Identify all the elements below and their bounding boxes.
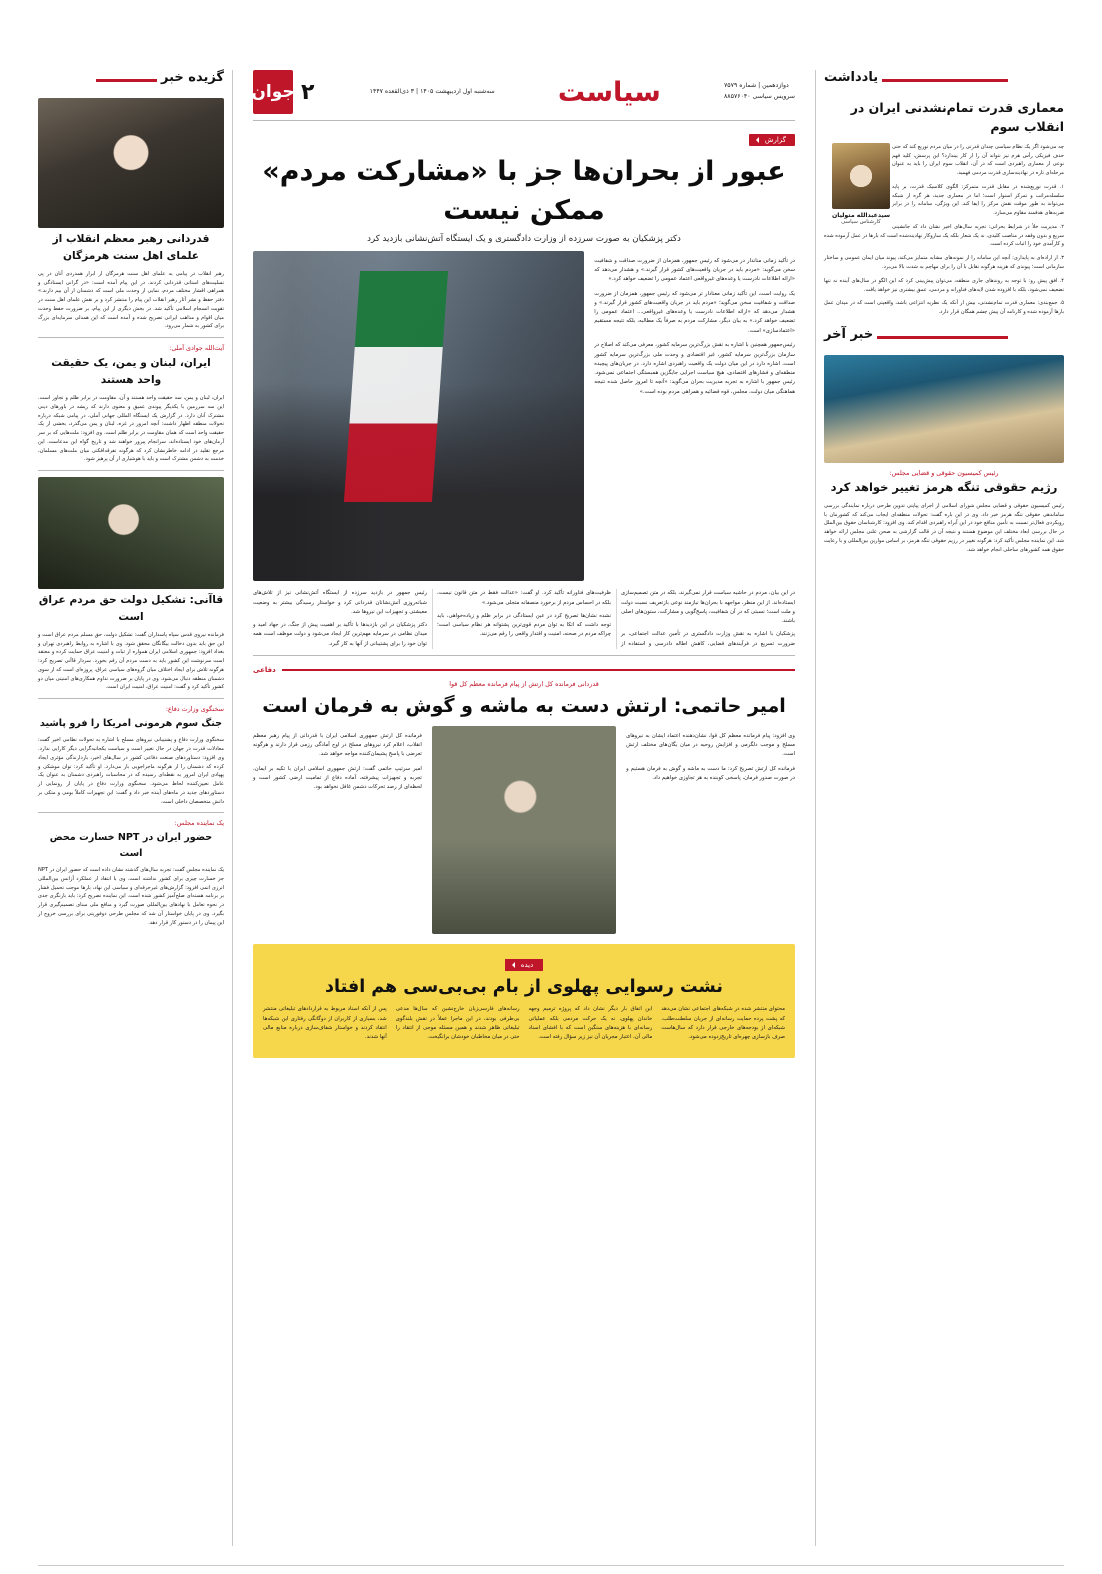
main-subhead: دکتر پزشکیان به صورت سرزده از وزارت دادگستری و یک ایستگاه آتش‌نشانی بازدید کرد — [367, 234, 681, 245]
paragraph: در این بیان، مردم در حاشیه سیاست قرار نمی‌گیرند، بلکه در متن تصمیم‌سازی ایستاده‌اند. از این منظر، مواجهه با بحران‌ها نیازمند نوعی بازتعریف نسبت دولت و ملت است؛ نسبتی که در آن شفافیت، پاسخ‌گویی و مشارکت، ستون‌های اصلی باشند. — [621, 590, 795, 625]
opinion-section-label: یادداشت — [824, 70, 882, 85]
publication-logo: جوان — [253, 70, 293, 114]
author-role: کارشناس سیاسی — [841, 218, 881, 225]
paragraph: محتوای منتشر شده در شبکه‌های اجتماعی نشان می‌دهد که پشت پرده حمایت رسانه‌ای از جریان سلطنت‌طلب، شبکه‌ای از بودجه‌های خارجی قرار دارد که سال‌هاست صرف بازسازی چهره‌ای تاریخ‌زدوده می‌شود. — [661, 1006, 785, 1041]
red-rule — [282, 669, 795, 671]
opinion-section-header — [824, 70, 1064, 92]
news-body: رئیس کمیسیون حقوقی و قضایی مجلس شورای اسلامی از اجرای پیایتی تدوین طرحی درباره نمایندگی بررسی ساماندهی حقوقی تنگه هرمز خبر داد. وی در این باره گفت: تحولات منطقه‌ای ایجاب می‌کند که کشورمان با رویکردی فعال‌تر نسبت به تأمین منافع خود در این آبراه راهبردی اقدام کند. وی افزود: کارشناسان حقوق بین‌الملل در حال بررسی ابعاد مختلف این موضوع هستند و نتیجه آن در قالب گزارشی به صحن علنی مجلس ارائه خواهد شد. این نماینده مجلس تأکید کرد: هرگونه تغییر در رژیم حقوقی تنگه هرمز، بر اساس موازین بین‌المللی و با رعایت حقوق همه کشورهای ساحلی انجام خواهد شد. — [824, 502, 1064, 553]
paragraph: پزشکیان با اشاره به نقش وزارت دادگستری در تأمین عدالت اجتماعی، بر ضرورت تسریع در فرآیندهای قضایی، کاهش اطاله دادرسی و استفاده از ظرفیت‌های فناورانه تأکید کرد. او گفت: «عدالت فقط در متن قانون نیست، بلکه در احساس مردم از برخورد منصفانه متجلی می‌شود.» — [437, 590, 795, 647]
paragraph: وی افزود: پیام فرمانده معظم کل قوا، نشان‌دهنده اعتماد ایشان به نیروهای مسلح و موجب دلگرمی و افزایش روحیه در میان یگان‌های مختلف ارتش است. — [626, 732, 795, 758]
highlight-box-body — [263, 1005, 785, 1046]
masthead — [253, 70, 795, 114]
paragraph: چه می‌شود اگر یک نظام سیاسی چندان قدرتی را در میان مردم توزیع کند که حتی حذف فیزیکی رأس هرم نیز نتواند آن را از کار بیندازد؟ این پرسش، کلید فهم نوعی از معماری راهبردی است که در آن، انقلاب سوم ایران را باید به عنوان مرحله‌ای تازه در نهادینه‌سازی قدرت مردمی فهمید. — [892, 143, 1064, 176]
paragraph: فرمانده کل ارتش تصریح کرد: ما دست به ماشه و گوش به فرمان هستیم و در صورت صدور فرمان، پاسخی کوبنده به هر تجاوزی خواهیم داد. — [626, 765, 795, 782]
main-content — [241, 70, 807, 1546]
divider — [253, 655, 795, 656]
author-name: سیدعبدالله متولیان — [831, 211, 891, 219]
paragraph: پس از آنکه اسناد مربوط به قراردادهای تبلیغاتی منتشر شد، بسیاری از کاربران از دوگانگی رفتاری این شبکه‌ها انتقاد کردند و خواستار شفاف‌سازی درباره منابع مالی آنها شدند. — [263, 1006, 387, 1041]
sidebar-item-title[interactable]: حضور ایران در NPT خسارت محض است — [49, 832, 213, 859]
highlight-box-tag: دیده — [505, 959, 543, 971]
main-lead-column — [594, 251, 795, 581]
column-divider — [232, 70, 233, 1546]
sidebar-item-body: سخنگوی وزارت دفاع و پشتیبانی نیروهای مسلح با اشاره به تحولات نظامی اخیر گفت: معادلات قدرت در جهان در حال تغییر است و سیاست یکجانبه‌گرایی دیگر کارایی ندارد. وی افزود: دستاوردهای صنعت دفاعی کشور در سال‌های اخیر، بازدارندگی مؤثری ایجاد کرده که دشمنان را از هرگونه ماجراجویی باز می‌دارد. او تأکید کرد: توان موشکی و پهپادی ایران امروز به نقطه‌ای رسیده که در محاسبات راهبردی دشمنان به عنوان یک عامل تعیین‌کننده لحاظ می‌شود. سخنگوی وزارت دفاع در پایان از رونمایی از دستاوردهای جدید در ماه‌های آینده خبر داد و گفت: این تجهیزات کاملاً بومی و متکی بر دانش متخصصان داخلی است. — [38, 737, 224, 805]
sidebar-item-kicker: آیت‌الله جوادی آملی: — [169, 344, 224, 353]
divider — [38, 470, 224, 471]
paragraph: نشده نشان‌ها تصریح کرد در عین ایستادگی در برابر ظلم و زیاده‌خواهی، باید توجه داشت که اتکا به توان مردم قوی‌ترین پشتوانه هر نظام سیاسی است؛ چراکه مردم در صحنه، امنیت و اقتدار واقعی را رقم می‌زنند. — [437, 612, 611, 638]
page-columns — [38, 70, 1064, 1546]
page-number: ۲ — [301, 79, 315, 105]
main-photo-cabinet-meeting — [253, 251, 584, 581]
secondary-headline[interactable]: امیر حاتمی: ارتش دست به ماشه و گوش به فرمان است — [262, 694, 786, 717]
sidebar-section-header — [38, 70, 224, 92]
paragraph: رئیس‌جمهور همچنین با اشاره به نقش بزرگ‌ترین سرمایه کشور، معرفی می‌کند که اصلاح در سازمان بزرگ‌ترین سرمایه کشور، غیر اقتصادی و وحدت ملی بزرگ‌ترین سرمایه کشور است، اشاره دارد در این میان دولت یک واقعیت راهبردی اشاره دارد. در جریان‌های پیچیده منطقه‌ای و فشارهای اقتصادی، هیچ سیاست اجرایی جایگزین همبستگی اجتماعی نمی‌شود. رئیس جمهور با اشاره به تجربه مدیریت بحران می‌گوید: «آنچه تا امروز حاصل شده نتیجه هماهنگی میان دولت، مجلس، قوه قضائیه و همراهی مردم بوده است.» — [594, 342, 795, 395]
footer-rule — [38, 1565, 1064, 1566]
opinion-column — [824, 70, 1064, 1546]
genre-tag: گزارش — [749, 134, 795, 146]
sidebar-gozide-khabar — [38, 70, 224, 1546]
paragraph: فرمانده کل ارتش جمهوری اسلامی ایران با قدردانی از پیام رهبر معظم انقلاب، اعلام کرد نیروهای مسلح در اوج آمادگی رزمی قرار دارند و هرگونه تعرضی با پاسخ پشیمان‌کننده مواجه خواهد شد. — [253, 732, 422, 758]
main-body-columns — [253, 589, 795, 649]
sidebar-section-label: گزیده خبر — [157, 70, 224, 85]
sidebar-item-title[interactable]: ایران، لبنان و یمن، یک حقیقت واحد هستند — [51, 357, 211, 387]
sidebar-item-body: فرمانده نیروی قدس سپاه پاسداران گفت: تشکیل دولت، حق مسلم مردم عراق است و این حق باید بدون دخالت بیگانگان محقق شود. وی با اشاره به روابط راهبردی تهران و بغداد افزود: جمهوری اسلامی ایران همواره از ثبات و امنیت عراق حمایت کرده و معتقد است سرنوشت این کشور باید به دست مردم آن رقم بخورد. سردار قاآنی تصریح کرد: هرگونه تلاش برای ایجاد اختلاف میان گروه‌های سیاسی عراق، پروژه‌ای است که از سوی دشمنان منطقه دنبال می‌شود. وی در پایان بر ضرورت تداوم همکاری‌های امنیتی میان دو کشور تأکید کرد و گفت: امنیت عراق، امنیت ایران است. — [38, 631, 224, 691]
sidebar-photo-commander — [38, 477, 224, 589]
column-divider — [815, 70, 816, 1546]
sidebar-item-title[interactable]: قاآنی: تشکیل دولت حق مردم عراق است — [38, 594, 224, 623]
opinion-author — [830, 143, 892, 225]
masthead-date: سه‌شنبه اول اردیبهشت ۱۴۰۵ | ۳ ذی‌القعده ۱۴۴۷ — [369, 87, 495, 95]
masthead-rule — [253, 120, 795, 121]
divider — [38, 337, 224, 338]
sidebar-item-kicker: سخنگوی وزارت دفاع: — [165, 705, 224, 714]
masthead-meta — [724, 81, 795, 102]
news-photo-strait — [824, 355, 1064, 463]
secondary-text-left — [626, 726, 795, 934]
sidebar-item-body: یک نماینده مجلس گفت: تجربه سال‌های گذشته نشان داده است که حضور ایران در NPT جز خسارت چیزی برای کشور نداشته است. وی با انتقاد از عملکرد آژانس بین‌المللی انرژی اتمی افزود: گزارش‌های غیرحرفه‌ای و سیاسی این نهاد، بارها موجب تحمیل فشار بر برنامه هسته‌ای صلح‌آمیز کشور شده است. این نماینده تصریح کرد: باید بازنگری جدی در نحوه تعامل با نهادهای بین‌المللی صورت گیرد و منافع ملی مبنای تصمیم‌گیری قرار بگیرد. وی در پایان خواستار آن شد که مجلس طرحی دوفوریتی برای بررسی خروج از این پیمان را در دستور کار قرار دهد. — [38, 867, 224, 926]
avatar — [832, 143, 890, 209]
sidebar-item-kicker: یک نماینده مجلس: — [174, 819, 224, 828]
divider — [38, 812, 224, 813]
paragraph: ۳. از اراده‌ای به پایداری: آنچه این سامانه را از نمونه‌های مشابه متمایز می‌کند، پیوند میان ایمان عمومی و ساختار سازمانی است؛ پیوندی که هزینه هرگونه تقابل با آن را برای مهاجم به شدت بالا می‌برد. — [824, 255, 1064, 271]
last-news-header — [824, 327, 1064, 349]
paragraph: رئیس جمهور در بازدید سرزده از ایستگاه آتش‌نشانی نیز از تلاش‌های شبانه‌روزی آتش‌نشانان قدردانی کرد و خواستار رسیدگی بیشتر به وضعیت معیشتی و تجهیزات این نیروها شد. — [253, 590, 427, 615]
paragraph: این اتفاق بار دیگر نشان داد که پروژه ترمیم وجهه خاندان پهلوی، نه یک حرکت مردمی بلکه عملیاتی رسانه‌ای با هزینه‌های سنگین است که با افشای اسناد مالی آن، اعتبار مجریان آن نیز زیر سؤال رفته است. — [528, 1006, 653, 1041]
secondary-text-right — [253, 726, 422, 934]
issue-line: دوازدهمین | شماره ۷۵۷۹ — [723, 82, 789, 90]
opinion-title[interactable]: معماری قدرت تمام‌نشدنی ایران در انقلاب سوم — [850, 100, 1064, 135]
news-kicker: رئیس کمیسیون حقوقی و قضایی مجلس: — [889, 468, 999, 477]
sidebar-item-body: رهبر انقلاب در پیامی به علمای اهل سنت هرمزگان از ابراز همدردی آنان در پی تسلیت‌های استانی قدردانی کردند. در این پیام آمده است: «در گرانی ایستادگی و همراهی اقشار مختلف مردم، نمایی از وحدت ملی است که دشمنان از آن بیم دارند.» دفتر حفظ و نشر آثار رهبر انقلاب این پیام را منتشر کرد و بر نقش علمای اهل سنت در تقویت انسجام اسلامی تأکید شد. در بخش دیگری از این پیام، بر ضرورت حفظ وحدت میان اقوام و مذاهب ایرانی تصریح شده و آمده است که این همدلی سرمایه‌ای بزرگ برای کشور به شمار می‌رود. — [38, 270, 224, 330]
secondary-overline: قدردانی فرمانده کل ارتش از پیام فرمانده معظم کل قوا — [449, 679, 599, 688]
divider — [38, 698, 224, 699]
sidebar-photo-cleric — [38, 98, 224, 228]
paragraph: در تأکید زمانی مناندار در می‌شود که رئیس جمهور، همزمان از ضرورت صداقت و شفافیت سخن می‌گوید: «مردم باید در جریان واقعیت‌های کشور قرار گیرند.» و هشدار می‌دهد که «ارائه اطلاعات نادرست یا وعده‌های غیرواقعی اعتماد عمومی را تضعیف خواهد کرد.» — [594, 257, 795, 283]
paragraph: ۲. مدیریت خلأ در شرایط بحرانی: تجربه سال‌های اخیر نشان داد که جانشینی سریع و بدون وقفه در مناصب کلیدی، نه یک شعار بلکه یک سازوکار نهادینه‌شده است که بارها در عمل آزموده شده و کارآمدی خود را اثبات کرده است. — [824, 223, 1064, 248]
highlight-box — [253, 944, 795, 1058]
iran-flag — [344, 271, 448, 502]
section-nameplate: سیاست — [557, 76, 661, 108]
paragraph: یک روایت است، این تأکید زمانی معنادار تر می‌شود که رئیس جمهور، همزمان از ضرورت صداقت و شفافیت سخن می‌گوید؛ «مردم باید در جریان واقعیت‌های کشور قرار گیرند.» و هشدار می‌دهد که «ارائه اطلاعات نادرست یا وعده‌های غیرواقعی... اعتماد عمومی را تضعیف خواهد کرد.» به بیان دیگر، مشارکت مردم به صرفاً یک مطالبه، بلکه نتیجه مستقیم «اعتمادسازی» است. — [594, 290, 795, 334]
paragraph: رسانه‌های فارسی‌زبان خارج‌نشین که سال‌ها مدعی بی‌طرفی بودند، در این ماجرا عملاً در نقش بلندگوی تبلیغاتی ظاهر شدند و همین مسئله موجی از انتقاد را حتی در میان مخاطبان خودشان برانگیخت. — [395, 1006, 520, 1041]
sidebar-item-title[interactable]: قدردانی رهبر معظم انقلاب از علمای اهل سنت هرمزگان — [52, 233, 210, 262]
last-news-label: خبر آخر — [824, 327, 877, 342]
paragraph: ۴. افق پیش رو: با توجه به روندهای جاری منطقه، می‌توان پیش‌بینی کرد که این الگو در سال‌های آینده نه تنها تضعیف نمی‌شود، بلکه با افزوده شدن لایه‌های فناورانه و مردمی، عمق بیشتری نیز خواهد یافت. — [824, 277, 1064, 293]
desk-line: سرویس سیاسی ۸۸۵۷۶۰۴۰ — [723, 93, 795, 100]
paragraph: ۵. جمع‌بندی: معماری قدرت تمام‌نشدنی، بیش از آنکه یک نظریه انتزاعی باشد، واقعیتی است که در میدان عمل بارها آزموده شده و کارنامه آن پیش چشم همگان قرار دارد. — [824, 300, 1064, 316]
highlight-box-title[interactable]: نشت رسوایی پهلوی از بام بی‌بی‌سی هم افتاد — [325, 977, 723, 998]
main-headline[interactable]: عبور از بحران‌ها جز با «مشارکت مردم» ممکن نیست — [262, 156, 786, 227]
news-title[interactable]: رژیم حقوقی تنگه هرمز تغییر خواهد کرد — [830, 479, 1058, 494]
paragraph: ۱. قدرت توزیع‌شده در مقابل قدرت متمرکز: الگوی کلاسیک قدرت، بر پایه سلسله‌مراتب و تمرکز استوار است؛ اما در معماری جدید، هر گره از شبکه می‌تواند به طور موقت نقش مرکز را ایفا کند. این ویژگی، سامانه را در برابر ضربه‌های هدفمند مقاوم می‌سازد. — [892, 183, 1064, 217]
secondary-photo-commander — [432, 726, 616, 934]
secondary-tag: دفاعی — [253, 665, 276, 674]
sidebar-item-body: ایران، لبنان و یمن، سه حقیقت واحد هستند و آن، مقاومت در برابر ظلم و تجاوز است. این سه سرزمین با یکدیگر پیوندی عمیق و معنوی دارند که ریشه در باورهای دینی مشترک آنان دارد. در گزارش یک ایستگاه المللی جهانی آملی، در پیامی شبکه درباره تحولات منطقه اظهار داشت: آنچه امروز در غزه، لبنان و یمن می‌گذرد، بخشی از یک حقیقت واحد است که همان مقاومت در برابر ظلم است. وی افزود: ملت‌هایی که بر سر آرمان‌های خود ایستاده‌اند، سرانجام پیروز خواهند شد و تاریخ گواه این مدعاست. این مرجع تقلید در ادامه خاطرنشان کرد که هرگونه تفرقه‌افکنی میان ملت‌های مسلمان، خدمت به دشمن مشترک است و باید با هوشیاری از آن پرهیز شود. — [38, 395, 224, 463]
paragraph: دکتر پزشکیان در این بازدیدها با تأکید بر اهمیت پیش از جنگ، در جهاد امید و میدان نظامی در سرمایه مهم‌ترین کار ایجاد می‌شود و دولت موظف است همه توان خود را برای پشتیبانی از آنها به کار گیرد. — [253, 622, 427, 647]
paragraph: امیر سرتیپ حاتمی گفت: ارتش جمهوری اسلامی ایران با تکیه بر ایمان، تجربه و تجهیزات پیشرفته، آماده دفاع از تمامیت ارضی کشور است و لحظه‌ای از رصد تحرکات دشمن غافل نخواهد بود. — [253, 765, 422, 791]
sidebar-item-title[interactable]: جنگ سوم هرمونی امریکا را فرو پاشید — [39, 718, 223, 730]
secondary-article-header — [253, 666, 795, 674]
